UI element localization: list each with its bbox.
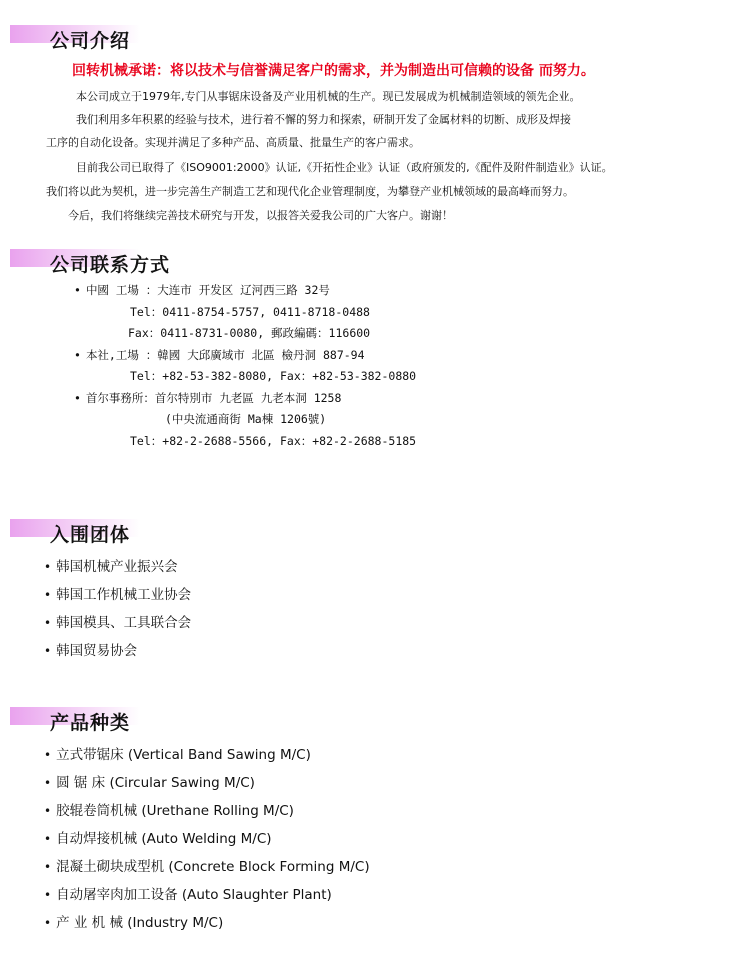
list-item: • 韩国模具、工具联合会 [44,613,191,641]
list-item: • 圆 锯 床 (Circular Sawing M/C) [44,773,370,801]
list-item: • 自动焊接机械 (Auto Welding M/C) [44,829,370,857]
list-item: • 产 业 机 械 (Industry M/C) [44,913,370,941]
list-item: • 混凝土砌块成型机 (Concrete Block Forming M/C) [44,857,370,885]
china-factory-address: • 中國 工場 ：大连市 开发区 辽河西三路 32号 [74,280,330,300]
associations-title: 入围团体 [50,524,131,546]
company-promise: 回转机械承诺：将以技术与信誉满足客户的需求，并为制造出可信赖的设备 而努力。 [72,63,595,79]
intro-heading [10,22,150,50]
seoul-office-tel-fax: Tel：+82-2-2688-5566, Fax：+82-2-2688-5185 [130,434,417,448]
china-factory-tel: Tel：0411-8754-5757, 0411-8718-0488 [130,305,370,319]
intro-paragraph-1: 本公司成立于1979年,专门从事锯床设备及产业用机械的生产。现已发展成为机械制造领域的领先企业。 [76,90,581,103]
intro-paragraph-3-cont: 我们将以此为契机，进一步完善生产制造工艺和现代化企业管理制度，为攀登产业机械领域的最高峰而努力。 [46,185,574,198]
seoul-office-address: • 首尔事務所：首尔特別市 九老區 九老本洞 1258 [74,388,341,408]
list-item: • 韩国机械产业振兴会 [44,557,191,585]
products-title: 产品种类 [50,712,131,734]
intro-paragraph-3: 目前我公司已取得了《ISO9001:2000》认证,《开拓性企业》认证（政府颁发的,《配件及附件制造业》认证。 [76,161,613,174]
hq-factory-tel-fax: Tel：+82-53-382-8080, Fax：+82-53-382-0880 [130,369,417,383]
contact-title: 公司联系方式 [50,254,171,276]
associations-list [44,557,191,669]
list-item: • 自动屠宰肉加工设备 (Auto Slaughter Plant) [44,885,370,913]
china-factory-fax: Fax：0411-8731-0080, 郵政編碼：116600 [128,326,371,340]
seoul-office-address-2: (中央流通商街 Ma棟 1206號) [165,412,327,426]
intro-paragraph-2: 我们利用多年积累的经验与技术，进行着不懈的努力和探索，研制开发了金属材料的切断、成形及焊接 [76,113,571,126]
products-list [44,745,370,941]
associations-heading [10,516,150,544]
intro-paragraph-4: 今后，我们将继续完善技术研究与开发，以报答关爱我公司的广大客户。谢谢！ [68,209,453,222]
intro-paragraph-2-cont: 工序的自动化设备。实现并满足了多种产品、高质量、批量生产的客户需求。 [46,136,420,149]
list-item: • 立式带锯床 (Vertical Band Sawing M/C) [44,745,370,773]
list-item: • 韩国贸易协会 [44,641,191,669]
hq-factory-address: • 本社,工場 ：韓國 大邱廣域市 北區 檢丹洞 887-94 [74,345,365,365]
products-heading [10,704,150,732]
list-item: • 胶辊卷筒机械 (Urethane Rolling M/C) [44,801,370,829]
list-item: • 韩国工作机械工业协会 [44,585,191,613]
contact-heading [10,246,171,276]
intro-title: 公司介绍 [50,30,131,52]
